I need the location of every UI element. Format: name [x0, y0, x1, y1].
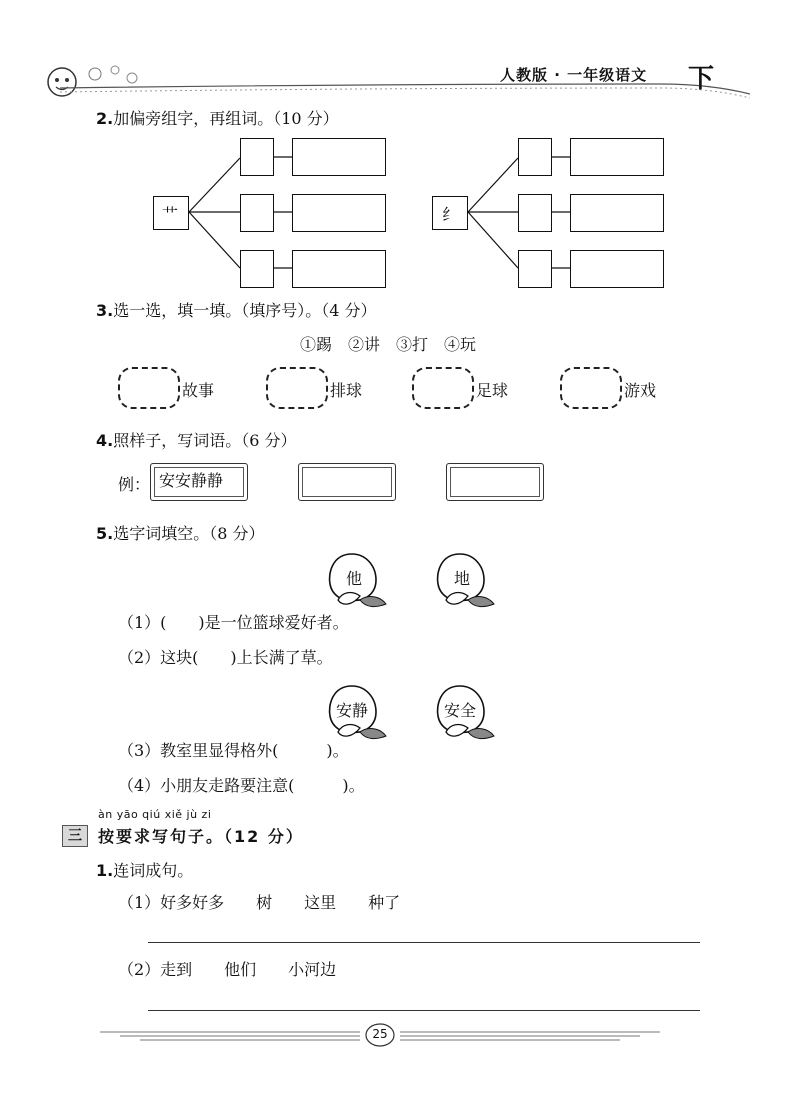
q4-example-word: 安安静静 — [159, 471, 224, 490]
q2-heading: 2.加偏旁组字，再组词。（10 分） — [96, 109, 339, 128]
q2-diagram-lines — [0, 0, 800, 300]
peach-label-2: 地 — [453, 569, 470, 588]
q5-line-1: （1）( )是一位篮球爱好者。 — [118, 613, 349, 632]
word-input-6[interactable] — [570, 250, 664, 288]
section3-q1-heading: 1.连词成句。 — [96, 861, 194, 880]
q3-item-3: 足球 — [476, 381, 509, 400]
sentence-1-words: （1）好多好多 树 这里 种了 — [118, 893, 401, 912]
word-input-5[interactable] — [570, 194, 664, 232]
section3-pinyin: àn yāo qiú xiě jù zi — [98, 808, 212, 821]
word-input-1[interactable] — [292, 138, 386, 176]
q4-answer-box-1[interactable] — [298, 463, 396, 501]
footer-rule — [0, 1020, 800, 1050]
radical-box-1 — [153, 196, 189, 230]
char-input-3[interactable] — [240, 250, 274, 288]
q3-heading: 3.选一选，填一填。（填序号）。（4 分） — [96, 301, 377, 320]
sentence-2-words: （2）走到 他们 小河边 — [118, 960, 337, 979]
section3-marker: 三 — [62, 825, 88, 847]
word-input-4[interactable] — [570, 138, 664, 176]
radical-1: 艹 — [162, 205, 179, 224]
q5-line-3: （3）教室里显得格外( )。 — [118, 741, 349, 760]
q4-answer-box-2[interactable] — [446, 463, 544, 501]
q3-answer-box-1[interactable] — [118, 367, 180, 409]
q4-heading: 4.照样子，写词语。（6 分） — [96, 431, 297, 450]
section3-title: 按要求写句子。（12 分） — [98, 827, 304, 846]
word-input-3[interactable] — [292, 250, 386, 288]
peach-label-4: 安全 — [443, 701, 476, 720]
peach-label-1: 他 — [345, 569, 362, 588]
q5-heading: 5.选字词填空。（8 分） — [96, 524, 265, 543]
q3-answer-box-2[interactable] — [266, 367, 328, 409]
header-edition: 人教版 · 一年级语文 — [500, 66, 648, 84]
page-number: 25 — [372, 1027, 388, 1041]
char-input-4[interactable] — [518, 138, 552, 176]
radical-2: 纟 — [442, 205, 459, 224]
q3-options: ①踢 ②讲 ③打 ④玩 — [300, 335, 477, 354]
q5-line-4: （4）小朋友走路要注意( )。 — [118, 776, 365, 795]
q4-example-label: 例： — [118, 475, 151, 494]
char-input-1[interactable] — [240, 138, 274, 176]
radical-box-2 — [432, 196, 468, 230]
char-input-2[interactable] — [240, 194, 274, 232]
word-input-2[interactable] — [292, 194, 386, 232]
q3-item-1: 故事 — [182, 381, 215, 400]
peach-label-3: 安静 — [335, 701, 368, 720]
char-input-6[interactable] — [518, 250, 552, 288]
sentence-2-answer-line[interactable] — [148, 1010, 700, 1011]
sentence-1-answer-line[interactable] — [148, 942, 700, 943]
q3-item-2: 排球 — [330, 381, 363, 400]
char-input-5[interactable] — [518, 194, 552, 232]
q3-item-4: 游戏 — [624, 381, 657, 400]
q3-answer-box-3[interactable] — [412, 367, 474, 409]
q4-example-box — [150, 463, 248, 501]
q5-line-2: （2）这块( )上长满了草。 — [118, 648, 333, 667]
q3-answer-box-4[interactable] — [560, 367, 622, 409]
header-volume: 下 — [688, 64, 715, 94]
